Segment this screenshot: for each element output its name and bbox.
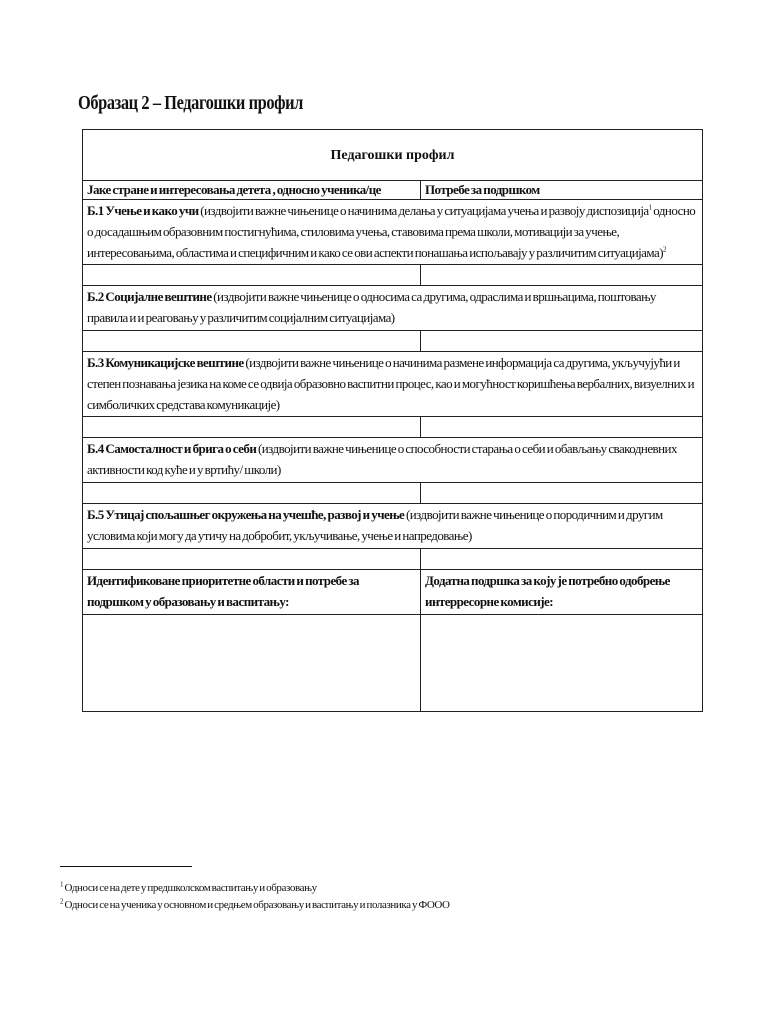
section-b5-row <box>83 504 703 549</box>
section-b2-description <box>83 286 703 331</box>
footnote-2-mark: 2 <box>60 897 64 906</box>
table-title-row <box>83 130 703 181</box>
footnote-separator <box>60 866 192 867</box>
section-b3-text: (издвојити важне чињенице о начинима размене информација са другима, укључујући и степен познавања језика на коме се одвија образовно васпитни процес, као и могућност коришћења вербалних, визуелних и симболичких средстава комуникације) <box>87 355 695 412</box>
section-b3-strengths-cell[interactable] <box>83 417 421 438</box>
section-b2-text: (издвојити важне чињенице о односима са другима, одраслима и вршњацима, поштовању правила и и реаговању у различитим социјалним ситуацијама) <box>87 289 656 325</box>
section-b1-heading: Б.1 Учење и како учи <box>87 203 199 218</box>
section-b2-input-row <box>83 331 703 352</box>
footnote-1 <box>60 880 450 897</box>
section-b2-strengths-cell[interactable] <box>83 331 421 352</box>
section-b1-strengths-cell[interactable] <box>83 265 421 286</box>
section-b1-row <box>83 200 703 265</box>
footnote-ref-1: 1 <box>648 203 652 212</box>
section-b4-strengths-cell[interactable] <box>83 483 421 504</box>
section-b2-support-cell[interactable] <box>421 331 703 352</box>
section-b5-strengths-cell[interactable] <box>83 549 421 570</box>
section-b1-description <box>83 200 703 265</box>
section-b3-input-row <box>83 417 703 438</box>
footnotes <box>60 880 450 914</box>
section-b4-description <box>83 438 703 483</box>
column-header-support-needs: Потребе за подршком <box>421 181 703 200</box>
column-header-strengths: Јаке стране и интересовања детета , односно ученика/це <box>83 181 421 200</box>
section-b4-input-row <box>83 483 703 504</box>
section-b5-text: (издвојити важне чињенице о породичним и другим условима који могу да утичу на добробит, укључивање, учење и напредовање) <box>87 507 663 543</box>
additional-support-cell[interactable] <box>421 615 703 712</box>
priority-areas-cell[interactable] <box>83 615 421 712</box>
document-title: Образац 2 – Педагошки профил <box>78 92 303 114</box>
section-b4-row <box>83 438 703 483</box>
section-b5-description <box>83 504 703 549</box>
section-b2-row <box>83 286 703 331</box>
section-b5-heading: Б.5 Утицај спољашњег окружења на учешће, развој и учење <box>87 507 405 522</box>
section-b1-text: (издвојити важне чињенице о начинима делања у ситуацијама учења и развоју диспозиција <box>198 203 649 218</box>
section-b3-support-cell[interactable] <box>421 417 703 438</box>
section-b5-support-cell[interactable] <box>421 549 703 570</box>
priority-areas-heading: Идентификоване приоритетне области и потребе за подршком у образовању и васпитању: <box>83 570 421 615</box>
section-b1-input-row <box>83 265 703 286</box>
section-b3-description <box>83 352 703 417</box>
footnote-1-mark: 1 <box>60 880 64 889</box>
footnote-ref-2: 2 <box>663 245 666 254</box>
section-b4-text: (издвојити важне чињенице о способности старања о себи и обављању свакодневних активности код куће и у вртићу/ школи) <box>87 441 677 477</box>
section-b1-support-cell[interactable] <box>421 265 703 286</box>
section-b1-text-cont: односно о досадашњим образовним постигнућима, стиловима учења, ставовима према школи, мотивацији за учење, интересовањима, областима и специфичним и како се ови аспекти понашања испољавају у различитим ситуацијама) <box>87 203 696 260</box>
column-header-row <box>83 181 703 200</box>
section-b3-heading: Б.3 Комуникацијске вештине <box>87 355 244 370</box>
section-b2-heading: Б.2 Социјалне вештине <box>87 289 212 304</box>
section-b4-support-cell[interactable] <box>421 483 703 504</box>
section-b4-heading: Б.4 Самосталност и брига о себи <box>87 441 257 456</box>
section-b3-row <box>83 352 703 417</box>
priorities-header-row <box>83 570 703 615</box>
section-b5-input-row <box>83 549 703 570</box>
priorities-input-row <box>83 615 703 712</box>
footnote-2 <box>60 897 450 914</box>
footnote-2-text: Односи се на ученика у основном и средњем образовању и васпитању и полазника у ФООО <box>63 899 450 911</box>
pedagogical-profile-table <box>82 129 703 712</box>
footnote-1-text: Односи се на дете у предшколском васпитању и образовању <box>63 882 317 894</box>
additional-support-heading: Додатна подршка за коју је потребно одобрење интерресорне комисије: <box>421 570 703 615</box>
table-title: Педагошки профил <box>83 130 703 181</box>
